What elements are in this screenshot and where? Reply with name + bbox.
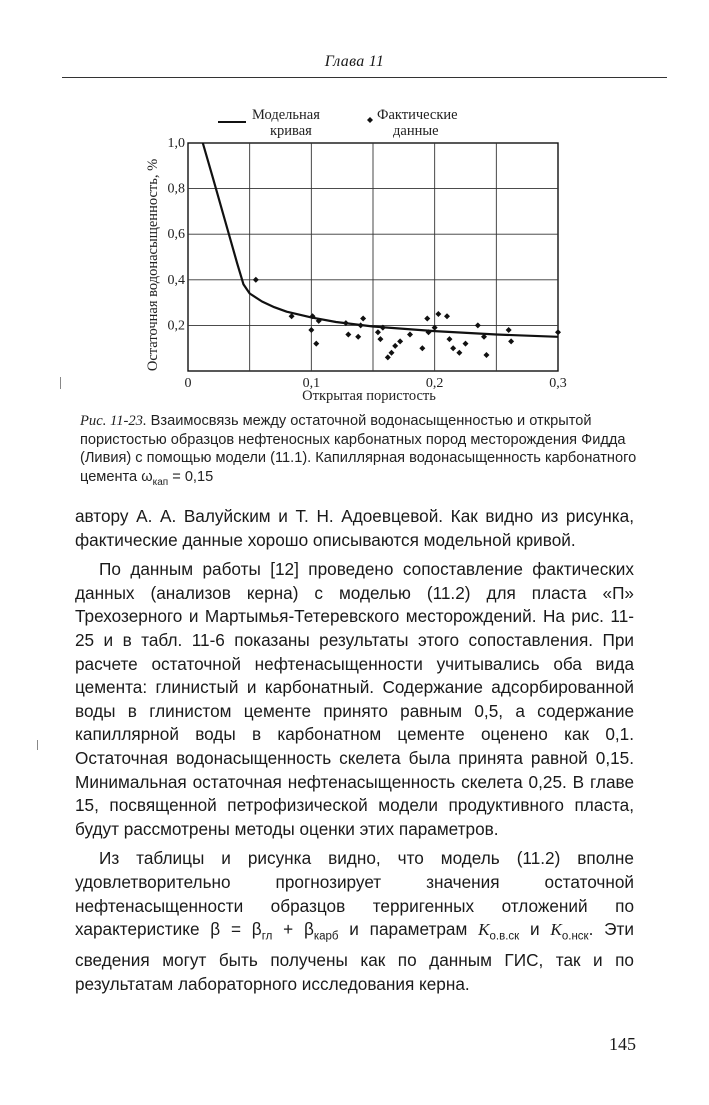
data-point xyxy=(392,343,398,349)
x-tick-label: 0,1 xyxy=(302,376,321,391)
page-number: 145 xyxy=(609,1034,636,1054)
data-point xyxy=(446,336,452,342)
p3-part-a: Из таблицы и рисунка видно, что модель (11.2) вполне удовлетворительно прогнозирует значения остаточной нефтенасыщенности образцов терригенных отложений по характеристике β = β xyxy=(75,848,634,940)
x-tick-label: 0 xyxy=(184,376,192,391)
data-point xyxy=(313,341,319,347)
plot-grid xyxy=(188,143,558,371)
data-point xyxy=(506,327,512,333)
data-point xyxy=(345,332,351,338)
figure-chart xyxy=(130,100,590,410)
data-point xyxy=(385,354,391,360)
p3-sub-karb: карб xyxy=(313,930,339,943)
p3-sub-ovsk: о.в.ск xyxy=(489,930,520,943)
header-rule xyxy=(62,77,667,78)
paragraph-2: По данным работы [12] проведено сопоставление фактических данных (анализов керна) с моделью (11.2) для пласта «П» Трехозерного и Мартымья-Тетеревского месторождений. На рис. 11-25 и в табл. 11-6 показаны результаты этого сопоставления. При расчете остаточной нефтенасыщенности учитывались оба вида цемента: глинистый и карбонатный. Содержание адсорбированной воды в глинистом цементе принято равным 0,5, а содержание капиллярной воды в карбонатном цементе оценено как 0,1. Остаточная водонасыщенность скелета была принята равной 0,15. Минимальная остаточная нефтенасыщенность скелета 0,25. В главе 15, посвященной петрофизической модели продуктивного пласта, будут рассмотрены методы оценки этих параметров. xyxy=(75,559,634,839)
running-head: Глава 11 xyxy=(324,53,385,70)
p3-part-d: и xyxy=(519,919,551,940)
model-curve xyxy=(203,143,558,337)
caption-tail: = 0,15 xyxy=(168,468,214,485)
y-tick-label: 0,2 xyxy=(167,318,185,334)
data-point xyxy=(456,350,462,356)
margin-mark xyxy=(60,377,61,389)
p3-part-c: и параметрам xyxy=(338,919,479,940)
data-point xyxy=(463,341,469,347)
p3-part-b: + β xyxy=(272,919,314,940)
p3-k1: K xyxy=(478,920,490,940)
data-point xyxy=(435,311,441,317)
legend-model-label-1: Модельная xyxy=(252,107,320,123)
data-point xyxy=(253,277,259,283)
legend-actual-label-2: данные xyxy=(393,123,439,139)
paragraph-1: автору А. А. Валуйским и Т. Н. Адоевцевой. Как видно из рисунка, фактические данные хорошо описываются модельной кривой. xyxy=(75,506,634,550)
legend-actual-label-1: Фактические xyxy=(377,107,458,123)
data-point xyxy=(444,313,450,319)
data-point xyxy=(483,352,489,358)
data-point xyxy=(358,322,364,328)
data-point xyxy=(475,322,481,328)
x-tick-label: 0,2 xyxy=(425,376,444,391)
y-tick-label: 1,0 xyxy=(167,136,185,151)
data-point xyxy=(377,336,383,342)
data-point xyxy=(355,334,361,340)
x-tick-label: 0,3 xyxy=(549,376,567,391)
margin-mark xyxy=(37,740,38,750)
data-point xyxy=(407,332,413,338)
p3-k2: K xyxy=(550,920,562,940)
chart-legend xyxy=(218,107,458,139)
data-point xyxy=(375,329,381,335)
x-axis-label: Открытая пористость xyxy=(302,388,436,404)
figure-caption xyxy=(80,412,640,492)
data-point xyxy=(424,316,430,322)
legend-model-label-2: кривая xyxy=(270,123,312,139)
data-point xyxy=(508,338,514,344)
data-point xyxy=(419,345,425,351)
plot-series xyxy=(203,143,561,360)
tick-labels xyxy=(168,136,567,391)
legend-diamond-swatch xyxy=(367,117,373,123)
data-point xyxy=(397,338,403,344)
caption-text: Взаимосвязь между остаточной водонасыщенностью и открытой пористостью образцов нефтеносных карбонатных пород месторождения Фидда (Ливия) с помощью модели (11.1). Капиллярная водонасыщенность карбонатного цемента ω xyxy=(80,413,637,485)
data-point xyxy=(360,316,366,322)
p3-sub-gl: гл xyxy=(261,930,273,943)
data-point xyxy=(555,329,561,335)
p3-sub-onsk: о.нск xyxy=(561,930,589,943)
y-tick-label: 0,8 xyxy=(167,181,185,197)
data-point xyxy=(450,345,456,351)
data-point xyxy=(308,327,314,333)
data-point xyxy=(389,350,395,356)
paragraph-3 xyxy=(75,847,634,996)
y-tick-label: 0,6 xyxy=(167,227,185,243)
y-axis-label: Остаточная водонасыщенность, % xyxy=(145,158,161,372)
p3-part-e: . Эти сведения могут быть получены как по данным ГИС, так и по результатам лабораторного исследования керна. xyxy=(75,919,634,994)
caption-subscript: кап xyxy=(152,476,169,488)
body-text xyxy=(75,505,634,996)
caption-lead: Рис. 11-23. xyxy=(80,413,147,429)
y-tick-label: 0,4 xyxy=(167,272,185,288)
